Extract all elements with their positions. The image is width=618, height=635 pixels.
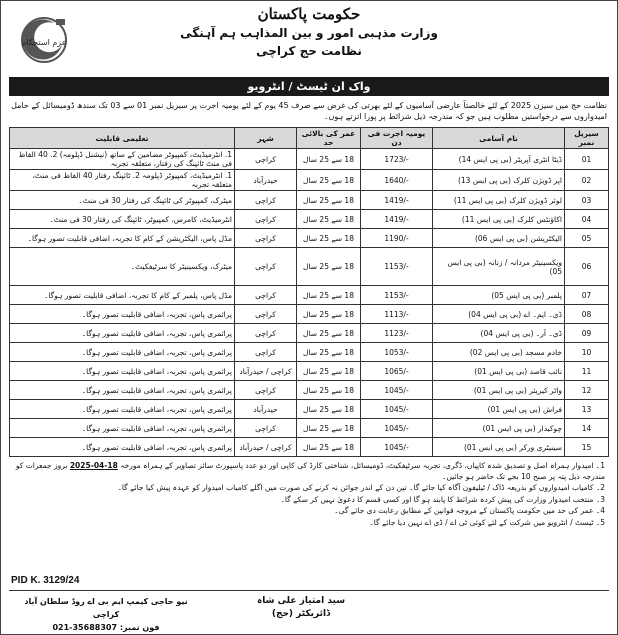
age-cell: 18 سے 25 سال [297, 362, 361, 381]
serial-cell: 12 [565, 381, 609, 400]
col-header-serial: سیریل نمبر [565, 128, 609, 149]
post-cell: الیکٹریشن (بی پی ایس 06) [433, 229, 565, 248]
vacancies-table [9, 127, 609, 457]
city-cell: کراچی [235, 419, 297, 438]
condition-4: 4۔ عمر کی حد میں حکومت پاکستان کے مروجہ قوانین کے مطابق رعایت دی جائے گی۔ [334, 506, 605, 515]
qualification-cell: میٹرک، کمپیوٹر کی ٹائپنگ کی رفتار 30 فی منٹ۔ [10, 191, 235, 210]
age-cell: 18 سے 25 سال [297, 438, 361, 457]
serial-cell: 02 [565, 170, 609, 191]
wage-cell: 1045/- [361, 438, 433, 457]
serial-cell: 03 [565, 191, 609, 210]
qualification-cell: 1. انٹرمیڈیٹ، کمپیوٹر ڈپلومہ 2. ٹائپنگ رفتار 40 الفاظ فی منٹ، متعلقہ تجربہ [10, 170, 235, 191]
age-cell: 18 سے 25 سال [297, 324, 361, 343]
serial-cell: 01 [565, 149, 609, 170]
age-cell: 18 سے 25 سال [297, 210, 361, 229]
condition-5: 5۔ ٹیسٹ / انٹرویو میں شرکت کے لئے کوئی ٹی اے / ڈی اے نہیں دیا جائے گا۔ [369, 517, 605, 527]
directorate-title: نظامت حج کراچی [256, 44, 362, 58]
post-cell: نائب قاصد (بی پی ایس 01) [433, 362, 565, 381]
age-cell: 18 سے 25 سال [297, 343, 361, 362]
condition-1-text: 1۔ امیدوار ہمراہ اصل و تصدیق شدہ کاپیاں، ڈگری، تجربہ سرٹیفکیٹ، ڈومیسائل، شناختی کارڈ کی کاپی اور دو عدد پاسپورٹ سائز تصاویر کے ہمراہ مورخہ [117, 461, 605, 470]
serial-cell: 09 [565, 324, 609, 343]
wage-cell: 1419/- [361, 191, 433, 210]
post-cell: پلمبر (بی پی ایس 05) [433, 286, 565, 305]
city-cell: کراچی [235, 305, 297, 324]
city-cell: کراچی / حیدرآباد [235, 438, 297, 457]
col-header-qualification: تعلیمی قابلیت [10, 128, 235, 149]
wage-cell: 1190/- [361, 229, 433, 248]
interview-date: 18-04-2025 [69, 461, 118, 470]
serial-cell: 15 [565, 438, 609, 457]
condition-2: 2۔ کامیاب امیدواروں کو بذریعہ ڈاک / ٹیلیفون آگاہ کیا جائے گا۔ تین دن کے اندر جوائن نہ کرنے کی صورت میں اگلے کامیاب امیدوار کو عہدہ پیش کیا جائے گا۔ [117, 483, 605, 492]
table-row [10, 419, 609, 438]
serial-cell: 10 [565, 343, 609, 362]
age-cell: 18 سے 25 سال [297, 170, 361, 191]
serial-cell: 14 [565, 419, 609, 438]
condition-1-tail: بروز جمعرات کو مندرجہ ذیل پتہ پر صبح 10 بجے تک حاضر ہو جائیں۔ [15, 461, 605, 481]
age-cell: 18 سے 25 سال [297, 149, 361, 170]
wage-cell: 1053/- [361, 343, 433, 362]
post-cell: فراش (بی پی ایس 01) [433, 400, 565, 419]
wage-cell: 1123/- [361, 324, 433, 343]
walk-in-banner: واک ان ٹیسٹ / انٹرویو [9, 77, 609, 96]
table-row [10, 248, 609, 286]
wage-cell: 1045/- [361, 381, 433, 400]
city-cell: کراچی [235, 248, 297, 286]
header [9, 5, 609, 75]
qualification-cell: پرائمری پاس، تجربہ، اضافی قابلیت تصور ہوگا۔ [10, 438, 235, 457]
qualification-cell: میٹرک، ویکسینیٹر کا سرٹیفکیٹ۔ [10, 248, 235, 286]
phone-line [21, 621, 191, 634]
azm-e-istehkam-logo [19, 15, 69, 65]
serial-cell: 08 [565, 305, 609, 324]
col-header-city: شہر [235, 128, 297, 149]
qualification-cell: مڈل پاس، پلمبر کے کام کا تجربہ، اضافی قابلیت تصور ہوگا۔ [10, 286, 235, 305]
city-cell: کراچی [235, 324, 297, 343]
govt-title: حکومت پاکستان [257, 5, 361, 23]
city-cell: کراچی / حیدرآباد [235, 362, 297, 381]
col-header-post: نام آسامی [433, 128, 565, 149]
qualification-cell: 1. انٹرمیڈیٹ، کمپیوٹر مضامین کے ساتھ (نیشنل ڈپلومہ) 2. 40 الفاظ فی منٹ ٹائپنگ کی رفتار، متعلقہ تجربہ [10, 149, 235, 170]
table-row [10, 305, 609, 324]
serial-cell: 07 [565, 286, 609, 305]
post-cell: لوئر ڈویژن کلرک (بی پی ایس 11) [433, 191, 565, 210]
table-row [10, 286, 609, 305]
pid-number: PID K. 3129/24 [11, 575, 80, 586]
post-cell: ڈی۔ ایم۔ اے (بی پی ایس 04) [433, 305, 565, 324]
wage-cell: 1153/- [361, 286, 433, 305]
city-cell: کراچی [235, 286, 297, 305]
address-line: نیو حاجی کیمپ ایم بی اے روڈ سلطان آباد کراچی [24, 597, 188, 619]
qualification-cell: پرائمری پاس، تجربہ، اضافی قابلیت تصور ہوگا۔ [10, 400, 235, 419]
city-cell: کراچی [235, 343, 297, 362]
age-cell: 18 سے 25 سال [297, 400, 361, 419]
table-row [10, 324, 609, 343]
table-row [10, 400, 609, 419]
phone-number: 021-35688307 [52, 623, 118, 632]
table-row [10, 381, 609, 400]
qualification-cell: پرائمری پاس، تجربہ، اضافی قابلیت تصور ہوگا۔ [10, 324, 235, 343]
wage-cell: 1045/- [361, 419, 433, 438]
wage-cell: 1113/- [361, 305, 433, 324]
wage-cell: 1640/- [361, 170, 433, 191]
post-cell: خادم مسجد (بی پی ایس 02) [433, 343, 565, 362]
post-cell: ڈیٹا انٹری آپریٹر (بی پی ایس 14) [433, 149, 565, 170]
phone-label: فون نمبر: [119, 623, 160, 632]
director-name: سید امتیاز علی شاہ [256, 596, 346, 606]
qualification-cell: پرائمری پاس، تجربہ، اضافی قابلیت تصور ہوگا۔ [10, 362, 235, 381]
ministry-title: وزارت مذہبی امور و بین المذاہب ہم آہنگی [180, 26, 438, 40]
city-cell: حیدرآباد [235, 170, 297, 191]
condition-3: 3۔ منتخب امیدوار وزارت کی پیش کردہ شرائط کا پابند ہو گا اور کسی قسم کا دعویٰ نہیں کر سکے گا۔ [280, 494, 605, 504]
age-cell: 18 سے 25 سال [297, 419, 361, 438]
address-block [21, 595, 191, 634]
qualification-cell: مڈل پاس، الیکٹریشن کے کام کا تجربہ، اضافی قابلیت تصور ہوگا۔ [10, 229, 235, 248]
col-header-wage: یومیہ اجرت فی دن [361, 128, 433, 149]
wage-cell: 1045/- [361, 400, 433, 419]
intro-paragraph: نظامت حج میں سیزن 2025 کے لئے خالصتاً عارضی آسامیوں کے لئے بھرتی کی غرض سے صرف 45 یوم کے لئے یومیہ اجرت پر سیریل نمبر 01 سے 03 تک سندھ ڈومیسائل کے حامل امیدواروں سے درخواستیں مطلوب ہیں جو کہ مندرجہ ذیل شرائط پر پورا اترتے ہوں۔ [11, 101, 607, 121]
serial-cell: 13 [565, 400, 609, 419]
footer-divider [9, 590, 609, 591]
serial-cell: 04 [565, 210, 609, 229]
table-row [10, 191, 609, 210]
age-cell: 18 سے 25 سال [297, 381, 361, 400]
age-cell: 18 سے 25 سال [297, 286, 361, 305]
city-cell: کراچی [235, 191, 297, 210]
table-row [10, 343, 609, 362]
qualification-cell: پرائمری پاس، تجربہ، اضافی قابلیت تصور ہوگا۔ [10, 343, 235, 362]
table-row [10, 229, 609, 248]
col-header-age: عمر کی بالائی حد [297, 128, 361, 149]
wage-cell: 1065/- [361, 362, 433, 381]
table-row [10, 170, 609, 191]
signature-block [221, 595, 381, 621]
table-row [10, 438, 609, 457]
wage-cell: 1419/- [361, 210, 433, 229]
qualification-cell: پرائمری پاس، تجربہ، اضافی قابلیت تصور ہوگا۔ [10, 419, 235, 438]
city-cell: کراچی [235, 210, 297, 229]
post-cell: ڈی۔ آر۔ (بی پی ایس 04) [433, 324, 565, 343]
serial-cell: 05 [565, 229, 609, 248]
qualification-cell: پرائمری پاس، تجربہ، اضافی قابلیت تصور ہوگا۔ [10, 381, 235, 400]
age-cell: 18 سے 25 سال [297, 248, 361, 286]
wage-cell: 1153/- [361, 248, 433, 286]
table-row [10, 210, 609, 229]
city-cell: کراچی [235, 229, 297, 248]
post-cell: ویکسینیٹر مردانہ / زنانہ (بی پی ایس 05) [433, 248, 565, 286]
director-title: ڈائریکٹر (حج) [271, 609, 331, 619]
qualification-cell: انٹرمیڈیٹ، کامرس، کمپیوٹر، ٹائپنگ کی رفتار 30 فی منٹ۔ [10, 210, 235, 229]
age-cell: 18 سے 25 سال [297, 229, 361, 248]
city-cell: حیدرآباد [235, 400, 297, 419]
conditions [13, 461, 605, 528]
table-header-row [10, 128, 609, 149]
serial-cell: 11 [565, 362, 609, 381]
wage-cell: 1723/- [361, 149, 433, 170]
post-cell: چوکیدار (بی پی ایس 01) [433, 419, 565, 438]
post-cell: اپر ڈویژن کلرک (بی پی ایس 13) [433, 170, 565, 191]
city-cell: کراچی [235, 381, 297, 400]
age-cell: 18 سے 25 سال [297, 305, 361, 324]
svg-text:عزم استحکام: عزم استحکام [21, 38, 67, 47]
post-cell: اکاؤنٹس کلرک (بی پی ایس 11) [433, 210, 565, 229]
age-cell: 18 سے 25 سال [297, 191, 361, 210]
city-cell: کراچی [235, 149, 297, 170]
table-row [10, 149, 609, 170]
vacancies-body [10, 149, 609, 457]
post-cell: واٹر کیریئر (بی پی ایس 01) [433, 381, 565, 400]
serial-cell: 06 [565, 248, 609, 286]
table-row [10, 362, 609, 381]
qualification-cell: پرائمری پاس، تجربہ، اضافی قابلیت تصور ہوگا۔ [10, 305, 235, 324]
post-cell: سینیٹری ورکر (بی پی ایس 01) [433, 438, 565, 457]
condition-1 [13, 461, 605, 482]
